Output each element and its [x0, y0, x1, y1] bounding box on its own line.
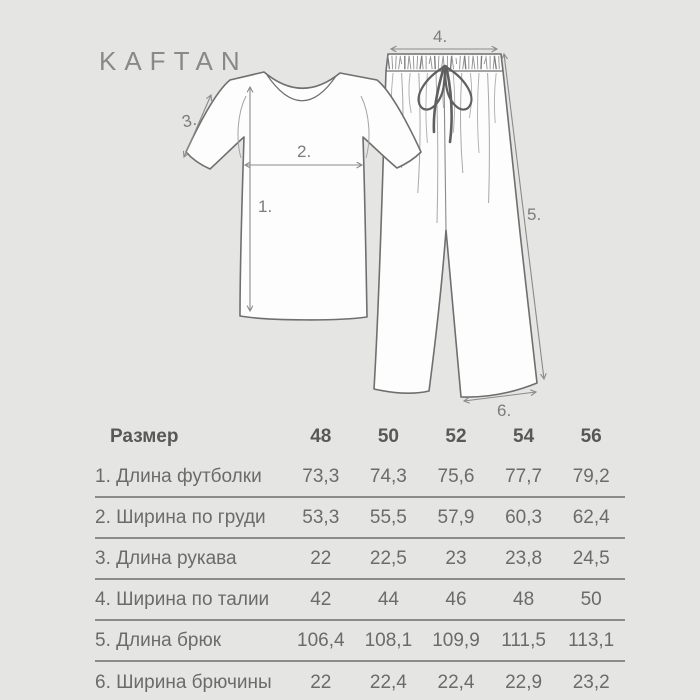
- size-header-48: 48: [310, 425, 332, 447]
- table-row: [95, 457, 625, 498]
- measurement-value: 79,2: [572, 465, 610, 487]
- measurement-label: 6. Ширина брючины: [95, 671, 272, 693]
- measurement-value: 55,5: [369, 506, 407, 528]
- measurement-value: 60,3: [505, 506, 543, 528]
- measurement-value: 48: [513, 588, 535, 610]
- measurement-value: 106,4: [297, 629, 345, 651]
- callout-tshirt-length: 1.: [258, 197, 273, 216]
- measurement-value: 23,2: [572, 671, 610, 693]
- measurement-label: 4. Ширина по талии: [95, 588, 270, 610]
- measurement-label: 1. Длина футболки: [95, 465, 262, 487]
- measurement-value: 74,3: [369, 465, 407, 487]
- callout-leg-width: 6.: [497, 401, 512, 420]
- table-header-row: [95, 416, 625, 457]
- measurement-value: 75,6: [437, 465, 475, 487]
- measurement-value: 109,9: [432, 629, 480, 651]
- measurement-value: 111,5: [501, 629, 546, 651]
- size-column-title: Размер: [110, 425, 179, 447]
- measurement-value: 57,9: [437, 506, 475, 528]
- measurement-value: 23,8: [505, 547, 543, 569]
- measurement-value: 46: [445, 588, 467, 610]
- measurement-value: 22: [310, 671, 332, 693]
- measurement-value: 44: [377, 588, 399, 610]
- table-row: [95, 662, 625, 700]
- brand-logo: KAFTAN: [99, 46, 248, 76]
- measurement-label: 3. Длина рукава: [95, 547, 237, 569]
- measurement-value: 50: [580, 588, 602, 610]
- measurement-value: 22,9: [505, 671, 543, 693]
- measurement-value: 42: [310, 588, 332, 610]
- measurement-value: 113,1: [568, 629, 615, 651]
- measurement-value: 77,7: [505, 465, 543, 487]
- measurement-value: 62,4: [572, 506, 610, 528]
- callout-chest-width: 2.: [297, 142, 312, 161]
- callout-sleeve-length: 3.: [180, 109, 199, 132]
- table-row: [95, 580, 625, 621]
- measurement-value: 22,5: [369, 547, 407, 569]
- table-row: [95, 539, 625, 580]
- measurement-value: 24,5: [572, 547, 610, 569]
- measurement-label: 5. Длина брюк: [95, 629, 222, 651]
- measurement-value: 22,4: [437, 671, 475, 693]
- callout-waist-width: 4.: [433, 27, 448, 46]
- table-body: [95, 457, 625, 700]
- measurement-value: 108,1: [364, 629, 413, 651]
- measurement-value: 53,3: [302, 506, 340, 528]
- measurement-label: 2. Ширина по груди: [95, 506, 266, 528]
- size-header-54: 54: [513, 425, 535, 447]
- callout-pants-length: 5.: [527, 205, 542, 224]
- table-row: [95, 621, 625, 662]
- size-header-56: 56: [580, 425, 602, 447]
- measurement-value: 73,3: [302, 465, 340, 487]
- size-header-52: 52: [445, 425, 467, 447]
- pants-drawing: [374, 54, 537, 397]
- measurement-value: 22: [310, 547, 332, 569]
- measurement-value: 23: [445, 547, 467, 569]
- size-header-50: 50: [377, 425, 399, 447]
- measurement-value: 22,4: [369, 671, 407, 693]
- size-table: [95, 416, 625, 700]
- table-row: [95, 498, 625, 539]
